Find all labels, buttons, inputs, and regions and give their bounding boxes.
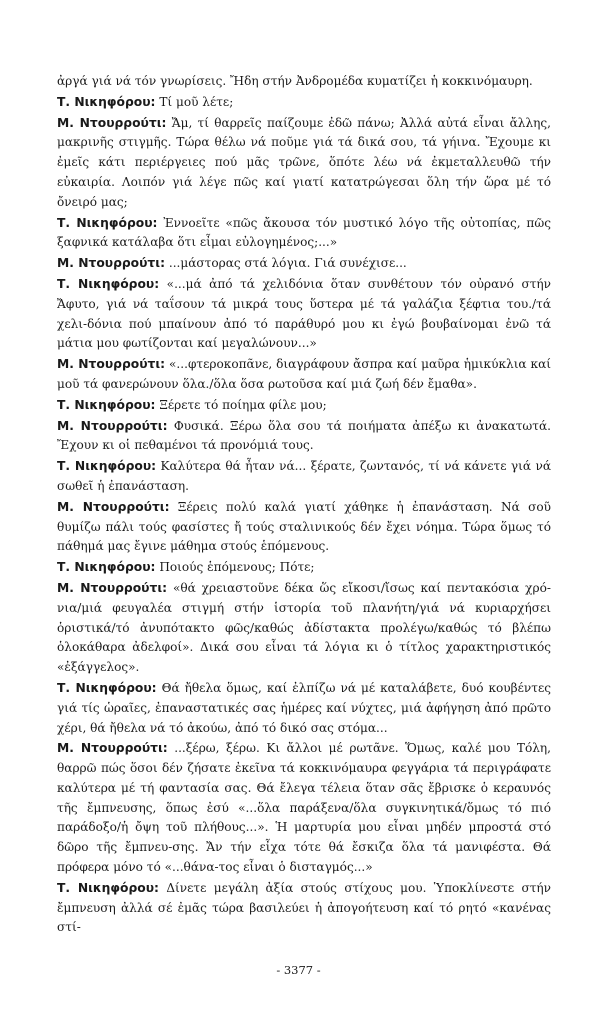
speaker-name: Μ. Ντουρρούτι: xyxy=(57,115,167,130)
speech-text: Ἐννοεῖτε «πῶς ἄκουσα τόν μυστικό λόγο τῆς οὐτοπίας, πῶς ξαφνικά κατάλαβα ὅτι εἶμαι εὐλογημένος;...» xyxy=(57,215,552,250)
speaker-name: Μ. Ντουρρούτι: xyxy=(57,418,168,433)
speaker-name: Τ. Νικηφόρου: xyxy=(57,94,156,109)
speaker-name: Τ. Νικηφόρου: xyxy=(57,680,157,695)
speech-text: «...μά ἀπό τά χελιδόνια ὅταν συνθέτουν τόν οὐρανό στήν Ἄφυτο, γιά νά ταΐσουν τά μικρά τους ὕστερα μέ τά γαλάζια ξέφτια του./τά χελι-δόνια πού μπαίνουν ἀπό τό παράθυρό μου κι ἐγώ βουβαίνομαι ἐνῶ τά μάτια μου φωτίζονται καί μεγαλώνουν...» xyxy=(57,276,551,351)
dialogue-paragraph xyxy=(57,396,551,416)
speaker-name: Τ. Νικηφόρου: xyxy=(57,560,156,575)
dialogue-paragraph xyxy=(57,254,551,274)
speaker-name: Μ. Ντουρρούτι: xyxy=(57,741,168,756)
speech-text: ...ξέρω, ξέρω. Κι ἄλλοι μέ ρωτᾶνε. Ὅμως, καλέ μου Τόλη, θαρρῶ πώς ὅσοι δέν ζήσατε ἐκεῖνα τά κοκκινόμαυρα φεγγάρια τά περιγράφατε καλύτερα μέ τή φαντασία σας. Θά ἔλεγα τέλεια ὅταν σᾶς ἔβρισκε ὁ κεραυνός τῆς ἔμπνευσης, ὅπως ἐσύ «...ὅλα παράξενα/ὅλα συγκινητικά/ὅμως τό πιό παράδοξο/ἡ ὄψη τοῦ πλήθους...». Ἡ μαρτυρία μου εἶναι μηδέν μπροστά στό δῶρο τῆς ἔμπνευ-σης. Ἄν τήν εἶχα τότε θά ἔσκιζα ὅλα τά μανιφέστα. Θά πρόφερα μόνο τό «...θάνα-τος εἶναι ὁ δισταγμός...» xyxy=(57,741,551,875)
dialogue-paragraph xyxy=(57,93,551,113)
speech-text: Φυσικά. Ξέρω ὅλα σου τά ποιήματα ἀπέξω κι ἀνακατωτά. Ἔχουν κι οἱ πεθαμένοι τά προνόμιά τους. xyxy=(57,418,551,453)
dialogue-paragraph xyxy=(57,579,551,678)
dialogue-paragraph xyxy=(57,679,551,738)
dialogue-text xyxy=(57,72,551,938)
continued-paragraph xyxy=(57,72,551,92)
speech-text: ἀργά γιά νά τόν γνωρίσεις. Ἤδη στήν Ἀνδρομέδα κυματίζει ἡ κοκκινόμαυρη. xyxy=(57,74,533,88)
speaker-name: Τ. Νικηφόρου: xyxy=(57,880,159,895)
dialogue-paragraph xyxy=(57,417,551,457)
speaker-name: Μ. Ντουρρούτι: xyxy=(57,499,170,514)
speaker-name: Τ. Νικηφόρου: xyxy=(57,215,158,230)
speech-text: Ποιούς ἑπόμενους; Πότε; xyxy=(159,560,315,575)
dialogue-paragraph xyxy=(57,879,551,938)
dialogue-paragraph xyxy=(57,457,551,497)
speech-text: Δίνετε μεγάλη ἀξία στούς στίχους μου. Ὑποκλίνεστε στήν ἔμπνευση ἀλλά σέ ἐμᾶς τώρα βασιλεύει ἡ ἀπογοήτευση καί τό ρητό «κανένας στί- xyxy=(57,880,551,935)
speech-text: ...μάστορας στά λόγια. Γιά συνέχισε... xyxy=(168,256,407,271)
speaker-name: Τ. Νικηφόρου: xyxy=(57,397,156,412)
dialogue-paragraph xyxy=(57,739,551,878)
speech-text: Τί μοῦ λέτε; xyxy=(159,94,234,109)
speaker-name: Τ. Νικηφόρου: xyxy=(57,459,157,474)
dialogue-paragraph xyxy=(57,558,551,578)
dialogue-paragraph xyxy=(57,114,551,213)
dialogue-paragraph xyxy=(57,355,551,395)
speaker-name: Μ. Ντουρρούτι: xyxy=(57,357,166,372)
page-number: - 3377 - xyxy=(276,963,321,977)
speech-text: Καλύτερα θά ἦταν νά... ξέρατε, ζωντανός, τί νά κάνετε γιά νά σωθεῖ ἡ ἐπανάσταση. xyxy=(57,459,551,493)
speech-text: Θά ἤθελα ὅμως, καί ἐλπίζω νά μέ καταλάβετε, δυό κουβέντες γιά τίς ὡραῖες, ἐπαναστατικές σας ἡμέρες καί νύχτες, μιά ἀφήγηση ἀπό πρῶτο χέρι, θά ἤθελα νά τό ἀκούω, ἀπό τό δικό σας στόμα... xyxy=(57,680,551,735)
speech-text: «...φτεροκοπᾶνε, διαγράφουν ἄσπρα καί μαῦρα ἡμικύκλια καί μοῦ τά φανερώνουν ὅλα./ὅλα ὅσα ρωτοῦσα καί μιά ζωή δέν ἔμαθα». xyxy=(57,357,551,391)
speech-text: Ξέρεις πολύ καλά γιατί χάθηκε ἡ ἐπανάσταση. Νά σοῦ θυμίζω πάλι τούς φασίστες ἤ τούς σταλινικούς δέν ἔχει νόημα. Τώρα ὅμως τό πάθημά μας ἔγινε μάθημα στούς ἑπόμενους. xyxy=(57,499,551,554)
dialogue-paragraph xyxy=(57,275,551,354)
speaker-name: Μ. Ντουρρούτι: xyxy=(57,580,168,595)
speaker-name: Μ. Ντουρρούτι: xyxy=(57,256,165,271)
speech-text: Ἄμ, τί θαρρεῖς παίζουμε ἐδῶ πάνω; Ἀλλά αὐτά εἶναι ἄλλης, μακρινῆς στιγμῆς. Τώρα θέλω νά ποῦμε γιά τά δικά σου, τά γήινα. Ἔχουμε κι ἐμεῖς κάτι περιέργειες πού μᾶς τρῶνε, ὅπότε λέω νά ἐκμεταλλευθῶ τήν εὐκαιρία. Λοιπόν γιά λέγε πῶς καί γιατί κατατρώγεσαι ὅλη τήν ὥρα μέ τό ὄνειρό μας; xyxy=(57,115,551,209)
dialogue-paragraph xyxy=(57,498,551,557)
dialogue-paragraph xyxy=(57,214,551,254)
speaker-name: Τ. Νικηφόρου: xyxy=(57,276,160,291)
speech-text: Ξέρετε τό ποίημα φίλε μου; xyxy=(159,397,327,412)
speech-text: «θά χρειαστοῦνε δέκα ὥς εἴκοσι/ἴσως καί πεντακόσια χρό-νια/μιά φευγαλέα στιγμή στήν ἱστορία τοῦ πλανήτη/γιά νά κυριαρχήσει ὁριστικά/τό ἀνυπότακτο φῶς/καθώς ἀδίστακτα προλέγω/καθώς τό βλέπω ὁλοκάθαρα ἀδελφοί». Δικά σου εἶναι τά λόγια κι ὁ τίτλος χαρακτηριστικός «ἐξάγγελος». xyxy=(57,580,551,675)
